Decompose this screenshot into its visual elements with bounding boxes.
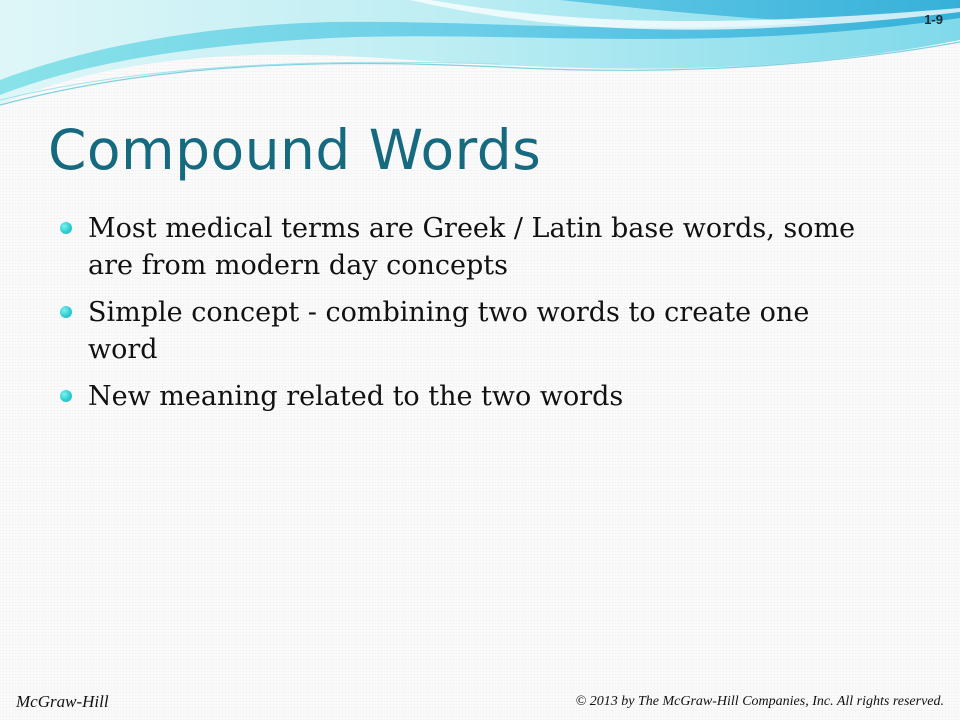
header-wave-decoration <box>0 0 960 120</box>
bullet-item <box>60 210 880 284</box>
bullet-text: New meaning related to the two words <box>88 381 624 412</box>
bullet-dot-icon <box>60 222 72 234</box>
bullet-dot-icon <box>60 390 72 402</box>
bullet-text: Simple concept - combining two words to create one word <box>88 297 810 365</box>
publisher-name: McGraw-Hill <box>16 692 109 711</box>
bullet-dot-icon <box>60 306 72 318</box>
bullet-item <box>60 294 880 368</box>
slide-number: 1-9 <box>924 12 943 27</box>
slide-title: Compound Words <box>48 118 542 182</box>
bullet-text: Most medical terms are Greek / Latin base words, some are from modern day concepts <box>88 213 856 281</box>
bullet-list <box>60 210 880 425</box>
copyright-notice: © 2013 by The McGraw-Hill Companies, Inc. All rights reserved. <box>575 694 944 709</box>
bullet-item <box>60 378 880 415</box>
